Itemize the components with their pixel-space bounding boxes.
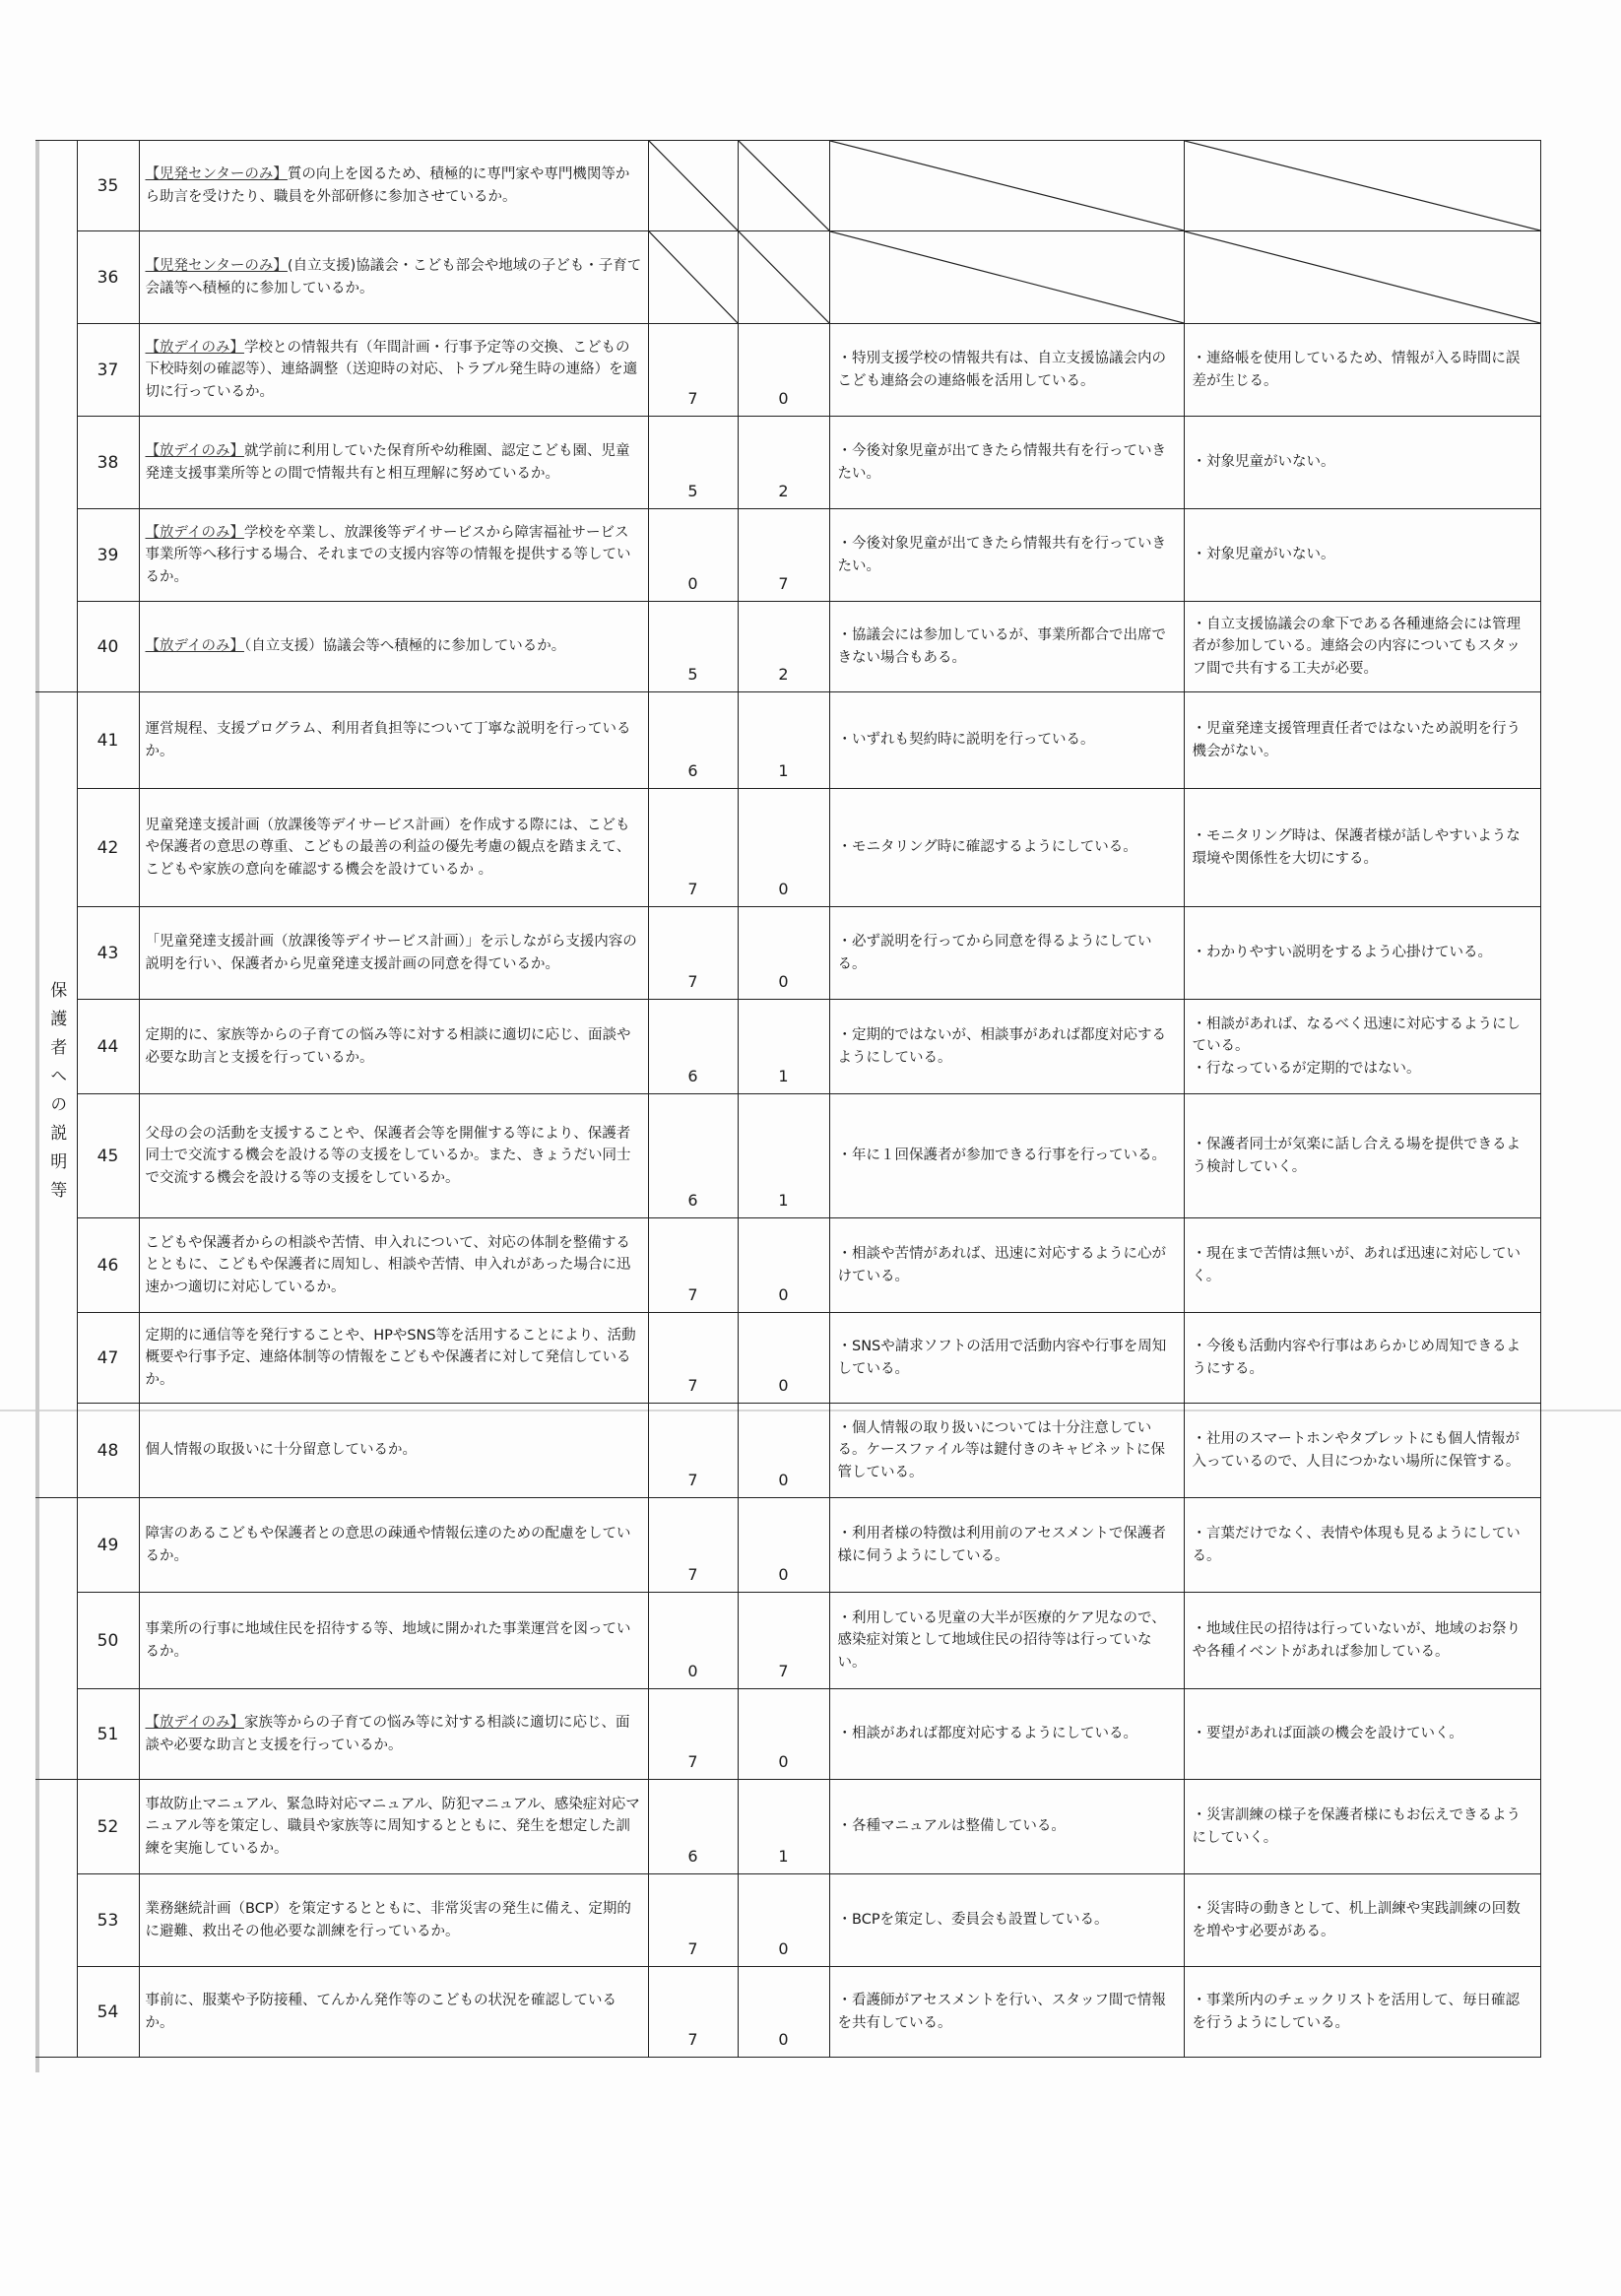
yes-count-value: 7 <box>687 1376 698 1395</box>
question-text: 定期的に、家族等からの子育ての悩み等に対する相談に適切に応じ、面談や必要な助言と支援を行っているか。 <box>145 1027 631 1066</box>
item-number: 51 <box>77 1689 139 1780</box>
item-number: 46 <box>77 1218 139 1313</box>
scope-tag: 【放デイのみ】 <box>145 638 244 655</box>
no-count <box>738 692 829 789</box>
question-cell <box>139 1689 648 1780</box>
table-row <box>35 509 1540 602</box>
yes-count <box>648 324 738 417</box>
no-count-not-applicable <box>738 231 829 324</box>
item-number: 35 <box>77 141 139 231</box>
improvement-text: ・相談があれば、なるべく迅速に対応するようにしている。 ・行なっているが定期的ではない。 <box>1184 1000 1540 1094</box>
scope-tag: 【児発センターのみ】 <box>145 166 288 183</box>
effort-text: ・定期的ではないが、相談事があれば都度対応するようにしている。 <box>829 1000 1184 1094</box>
improvement-text: ・災害訓練の様子を保護者様にもお伝えできるようにしていく。 <box>1184 1780 1540 1874</box>
effort-text: ・今後対象児童が出てきたら情報共有を行っていきたい。 <box>829 417 1184 509</box>
effort-text: ・個人情報の取り扱いについては十分注意している。ケースファイル等は鍵付きのキャビネットに保管している。 <box>829 1404 1184 1498</box>
question-text: 個人情報の取扱いに十分留意しているか。 <box>145 1442 417 1459</box>
no-count-value: 2 <box>778 482 789 500</box>
item-number: 48 <box>77 1404 139 1498</box>
table-row <box>35 1094 1540 1218</box>
no-count <box>738 1689 829 1780</box>
scope-tag: 【児発センターのみ】 <box>145 258 288 275</box>
category-cell <box>35 1498 77 1780</box>
improvement-text: ・事業所内のチェックリストを活用して、毎日確認を行うようにしている。 <box>1184 1967 1540 2058</box>
no-count-value: 0 <box>778 972 789 991</box>
yes-count-value: 7 <box>687 389 698 408</box>
table-row <box>35 907 1540 1000</box>
no-count <box>738 1593 829 1689</box>
no-count <box>738 602 829 692</box>
question-text: 児童発達支援計画（放課後等デイサービス計画）を作成する際には、こどもや保護者の意思の尊重、こどもの最善の利益の優先考慮の観点を踏まえて、こどもや家族の意向を確認する機会を設けているか 。 <box>145 817 631 878</box>
question-text: 「児童発達支援計画（放課後等デイサービス計画）」を示しながら支援内容の説明を行い、保護者から児童発達支援計画の同意を得ているか。 <box>145 934 637 972</box>
yes-count-value: 7 <box>687 1939 698 1958</box>
table-row <box>35 1593 1540 1689</box>
question-cell <box>139 1780 648 1874</box>
effort-text: ・モニタリング時に確認するようにしている。 <box>829 789 1184 907</box>
effort-text-not-applicable <box>829 231 1184 324</box>
yes-count-value: 0 <box>687 574 698 593</box>
no-count <box>738 509 829 602</box>
item-number: 36 <box>77 231 139 324</box>
question-cell <box>139 1404 648 1498</box>
question-cell <box>139 1967 648 2058</box>
yes-count <box>648 1094 738 1218</box>
table-row <box>35 789 1540 907</box>
effort-text: ・協議会には参加しているが、事業所都合で出席できない場合もある。 <box>829 602 1184 692</box>
yes-count <box>648 1313 738 1404</box>
yes-count-value: 7 <box>687 1565 698 1584</box>
effort-text: ・利用者様の特徴は利用前のアセスメントで保護者様に伺うようにしている。 <box>829 1498 1184 1593</box>
effort-text: ・SNSや請求ソフトの活用で活動内容や行事を周知している。 <box>829 1313 1184 1404</box>
question-text: 障害のあるこどもや保護者との意思の疎通や情報伝達のための配慮をしているか。 <box>145 1526 631 1564</box>
no-count <box>738 1498 829 1593</box>
effort-text: ・各種マニュアルは整備している。 <box>829 1780 1184 1874</box>
effort-text: ・BCPを策定し、委員会も設置している。 <box>829 1874 1184 1967</box>
item-number: 41 <box>77 692 139 789</box>
yes-count-value: 5 <box>687 482 698 500</box>
no-count-value: 1 <box>778 1847 789 1866</box>
question-text: 家族等からの子育ての悩み等に対する相談に適切に応じ、面談や必要な助言と支援を行っているか。 <box>145 1715 630 1753</box>
question-text: 事故防止マニュアル、緊急時対応マニュアル、防犯マニュアル、感染症対応マニュアル等を策定し、職員や家族等に周知するとともに、発生を想定した訓練を実施しているか。 <box>145 1796 640 1857</box>
yes-count <box>648 1218 738 1313</box>
improvement-text: ・連絡帳を使用しているため、情報が入る時間に誤差が生じる。 <box>1184 324 1540 417</box>
category-cell <box>35 692 77 1498</box>
no-count <box>738 1094 829 1218</box>
question-text: 就学前に利用していた保育所や幼稚園、認定こども園、児童発達支援事業所等との間で情報共有と相互理解に努めているか。 <box>145 443 630 482</box>
no-count-value: 0 <box>778 1565 789 1584</box>
question-cell <box>139 141 648 231</box>
question-cell <box>139 907 648 1000</box>
no-count-value: 1 <box>778 761 789 780</box>
effort-text: ・利用している児童の大半が医療的ケア児なので、感染症対策として地域住民の招待等は行っていない。 <box>829 1593 1184 1689</box>
question-cell <box>139 1498 648 1593</box>
table-row <box>35 1000 1540 1094</box>
yes-count <box>648 789 738 907</box>
improvement-text: ・対象児童がいない。 <box>1184 509 1540 602</box>
question-cell <box>139 789 648 907</box>
question-text: (自立支援)協議会・こども部会や地域の子ども・子育て会議等へ積極的に参加しているか。 <box>145 258 642 296</box>
yes-count <box>648 1404 738 1498</box>
improvement-text: ・自立支援協議会の傘下である各種連絡会には管理者が参加している。連絡会の内容についてもスタッフ間で共有する工夫が必要。 <box>1184 602 1540 692</box>
yes-count-value: 0 <box>687 1662 698 1680</box>
yes-count-value: 6 <box>687 1847 698 1866</box>
improvement-text: ・現在まで苦情は無いが、あれば迅速に対応していく。 <box>1184 1218 1540 1313</box>
scope-tag: 【放デイのみ】 <box>145 524 244 541</box>
question-text: 学校との情報共有（年間計画・行事予定等の交換、こどもの下校時刻の確認等）、連絡調整（送迎時の対応、トラブル発生時の連絡）を適切に行っているか。 <box>145 339 638 400</box>
no-count-value: 0 <box>778 880 789 898</box>
table-row <box>35 1780 1540 1874</box>
yes-count-value: 6 <box>687 1067 698 1085</box>
improvement-text: ・要望があれば面談の機会を設けていく。 <box>1184 1689 1540 1780</box>
table-row <box>35 141 1540 231</box>
question-cell <box>139 1000 648 1094</box>
improvement-text: ・保護者同士が気楽に話し合える場を提供できるよう検討していく。 <box>1184 1094 1540 1218</box>
no-count <box>738 1967 829 2058</box>
no-count-value: 1 <box>778 1067 789 1085</box>
no-count <box>738 1874 829 1967</box>
yes-count-value: 7 <box>687 880 698 898</box>
improvement-text: ・今後も活動内容や行事はあらかじめ周知できるようにする。 <box>1184 1313 1540 1404</box>
yes-count <box>648 1874 738 1967</box>
no-count <box>738 1000 829 1094</box>
question-cell <box>139 1313 648 1404</box>
item-number: 50 <box>77 1593 139 1689</box>
question-cell <box>139 1874 648 1967</box>
no-count-value: 0 <box>778 1285 789 1304</box>
yes-count-value: 6 <box>687 761 698 780</box>
no-count-value: 0 <box>778 2030 789 2049</box>
table-row <box>35 417 1540 509</box>
improvement-text: ・地域住民の招待は行っていないが、地域のお祭りや各種イベントがあれば参加している。 <box>1184 1593 1540 1689</box>
no-count-not-applicable <box>738 141 829 231</box>
yes-count <box>648 1498 738 1593</box>
yes-count <box>648 1593 738 1689</box>
yes-count-value: 7 <box>687 972 698 991</box>
question-cell <box>139 231 648 324</box>
question-text: こどもや保護者からの相談や苦情、申入れについて、対応の体制を整備するとともに、こどもや保護者に周知し、相談や苦情、申入れがあった場合に迅速かつ適切に対応しているか。 <box>145 1234 631 1295</box>
table-row <box>35 602 1540 692</box>
yes-count <box>648 417 738 509</box>
effort-text: ・必ず説明を行ってから同意を得るようにしている。 <box>829 907 1184 1000</box>
item-number: 52 <box>77 1780 139 1874</box>
question-text: 業務継続計画（BCP）を策定するとともに、非常災害の発生に備え、定期的に避難、救出その他必要な訓練を行っているか。 <box>145 1901 631 1939</box>
category-label: 保護者への説明等 <box>46 980 67 1210</box>
table-row <box>35 1874 1540 1967</box>
table-row <box>35 1218 1540 1313</box>
table-row <box>35 324 1540 417</box>
item-number: 43 <box>77 907 139 1000</box>
question-text: 事業所の行事に地域住民を招待する等、地域に開かれた事業運営を図っているか。 <box>145 1621 631 1660</box>
yes-count <box>648 1967 738 2058</box>
no-count-value: 0 <box>778 1939 789 1958</box>
table-row <box>35 231 1540 324</box>
item-number: 38 <box>77 417 139 509</box>
question-cell <box>139 324 648 417</box>
yes-count <box>648 509 738 602</box>
yes-count <box>648 602 738 692</box>
improvement-text: ・言葉だけでなく、表情や体現も見るようにしている。 <box>1184 1498 1540 1593</box>
no-count-value: 0 <box>778 389 789 408</box>
table-row <box>35 1313 1540 1404</box>
yes-count-value: 7 <box>687 1471 698 1489</box>
improvement-text-not-applicable <box>1184 141 1540 231</box>
no-count <box>738 1313 829 1404</box>
effort-text-not-applicable <box>829 141 1184 231</box>
improvement-text-not-applicable <box>1184 231 1540 324</box>
yes-count-value: 5 <box>687 665 698 684</box>
effort-text: ・相談や苦情があれば、迅速に対応するように心がけている。 <box>829 1218 1184 1313</box>
yes-count-value: 7 <box>687 1752 698 1771</box>
no-count <box>738 417 829 509</box>
improvement-text: ・対象児童がいない。 <box>1184 417 1540 509</box>
no-count-value: 0 <box>778 1752 789 1771</box>
no-count-value: 2 <box>778 665 789 684</box>
question-text: 運営規程、支援プログラム、利用者負担等について丁寧な説明を行っているか。 <box>145 721 631 759</box>
item-number: 39 <box>77 509 139 602</box>
no-count <box>738 789 829 907</box>
item-number: 45 <box>77 1094 139 1218</box>
table-row <box>35 692 1540 789</box>
question-text: 学校を卒業し、放課後等デイサービスから障害福祉サービス事業所等へ移行する場合、それまでの支援内容等の情報を提供する等しているか。 <box>145 524 631 585</box>
scope-tag: 【放デイのみ】 <box>145 339 244 356</box>
yes-count-value: 6 <box>687 1191 698 1210</box>
yes-count <box>648 1780 738 1874</box>
evaluation-table <box>35 140 1541 2058</box>
improvement-text: ・モニタリング時は、保護者様が話しやすいような環境や関係性を大切にする。 <box>1184 789 1540 907</box>
no-count <box>738 1404 829 1498</box>
question-cell <box>139 1593 648 1689</box>
effort-text: ・相談があれば都度対応するようにしている。 <box>829 1689 1184 1780</box>
effort-text: ・年に１回保護者が参加できる行事を行っている。 <box>829 1094 1184 1218</box>
question-cell <box>139 509 648 602</box>
item-number: 53 <box>77 1874 139 1967</box>
no-count <box>738 907 829 1000</box>
question-text: （自立支援）協議会等へ積極的に参加しているか。 <box>243 638 566 655</box>
table-row <box>35 1967 1540 2058</box>
item-number: 37 <box>77 324 139 417</box>
yes-count-not-applicable <box>648 231 738 324</box>
item-number: 54 <box>77 1967 139 2058</box>
item-number: 49 <box>77 1498 139 1593</box>
question-cell <box>139 1218 648 1313</box>
table-row <box>35 1404 1540 1498</box>
question-cell <box>139 602 648 692</box>
scope-tag: 【放デイのみ】 <box>145 443 244 460</box>
effort-text: ・いずれも契約時に説明を行っている。 <box>829 692 1184 789</box>
category-cell <box>35 141 77 692</box>
improvement-text: ・社用のスマートホンやタブレットにも個人情報が入っているので、人目につかない場所に保管する。 <box>1184 1404 1540 1498</box>
scope-tag: 【放デイのみ】 <box>145 1715 244 1732</box>
question-cell <box>139 1094 648 1218</box>
question-cell <box>139 692 648 789</box>
yes-count-value: 7 <box>687 2030 698 2049</box>
yes-count <box>648 907 738 1000</box>
no-count-value: 0 <box>778 1376 789 1395</box>
improvement-text: ・災害時の動きとして、机上訓練や実践訓練の回数を増やす必要がある。 <box>1184 1874 1540 1967</box>
no-count-value: 7 <box>778 574 789 593</box>
item-number: 40 <box>77 602 139 692</box>
question-text: 定期的に通信等を発行することや、HPやSNS等を活用することにより、活動概要や行事予定、連絡体制等の情報をこどもや保護者に対して発信しているか。 <box>145 1327 636 1388</box>
yes-count <box>648 1689 738 1780</box>
question-cell <box>139 417 648 509</box>
yes-count-value: 7 <box>687 1285 698 1304</box>
effort-text: ・今後対象児童が出てきたら情報共有を行っていきたい。 <box>829 509 1184 602</box>
table-row <box>35 1689 1540 1780</box>
item-number: 44 <box>77 1000 139 1094</box>
question-text: 父母の会の活動を支援することや、保護者会等を開催する等により、保護者同士で交流する機会を設ける等の支援をしているか。また、きょうだい同士で交流する機会を設ける等の支援をしているか。 <box>145 1125 631 1186</box>
no-count-value: 0 <box>778 1471 789 1489</box>
effort-text: ・看護師がアセスメントを行い、スタッフ間で情報を共有している。 <box>829 1967 1184 2058</box>
table-row <box>35 1498 1540 1593</box>
yes-count-not-applicable <box>648 141 738 231</box>
item-number: 42 <box>77 789 139 907</box>
yes-count <box>648 692 738 789</box>
yes-count <box>648 1000 738 1094</box>
no-count <box>738 324 829 417</box>
effort-text: ・特別支援学校の情報共有は、自立支援協議会内のこども連絡会の連絡帳を活用している。 <box>829 324 1184 417</box>
no-count <box>738 1218 829 1313</box>
question-text: 質の向上を図るため、積極的に専門家や専門機関等から助言を受けたり、職員を外部研修に参加させているか。 <box>145 166 630 205</box>
category-cell <box>35 1780 77 2058</box>
item-number: 47 <box>77 1313 139 1404</box>
improvement-text: ・児童発達支援管理責任者ではないため説明を行う機会がない。 <box>1184 692 1540 789</box>
no-count-value: 1 <box>778 1191 789 1210</box>
question-text: 事前に、服薬や予防接種、てんかん発作等のこどもの状況を確認しているか。 <box>145 1993 616 2031</box>
no-count <box>738 1780 829 1874</box>
no-count-value: 7 <box>778 1662 789 1680</box>
improvement-text: ・わかりやすい説明をするよう心掛けている。 <box>1184 907 1540 1000</box>
